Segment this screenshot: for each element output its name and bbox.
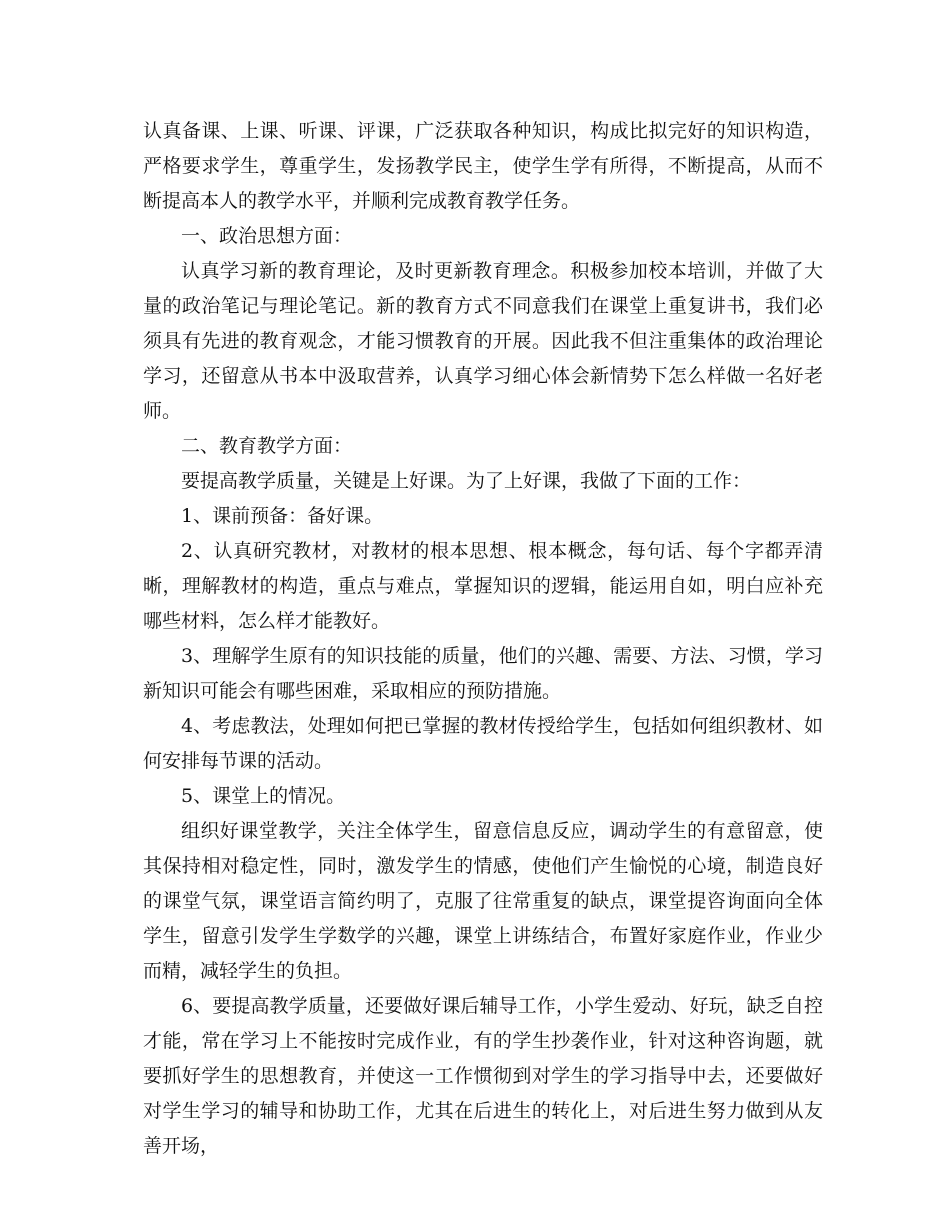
list-item-4: 4、考虑教法，处理如何把已掌握的教材传授给学生，包括如何组织教材、如何安排每节课的活动。 (143, 715, 823, 772)
heading-political-thought: 一、政治思想方面： (181, 225, 353, 247)
paragraph-intro: 认真备课、上课、听课、评课，广泛获取各种知识，构成比拟完好的知识构造，严格要求学生，尊重学生，发扬教学民主，使学生学有所得，不断提高，从而不断提高本人的教学水平，并顺利完成教育教学任务。 (143, 120, 823, 212)
paragraph-political-thought: 认真学习新的教育理论，及时更新教育理念。积极参加校本培训，并做了大量的政治笔记与理论笔记。新的教育方式不同意我们在课堂上重复讲书，我们必须具有先进的教育观念，才能习惯教育的开展。因此我不但注重集体的政治理论学习，还留意从书本中汲取营养，认真学习细心体会新情势下怎么样做一名好老师。 (143, 260, 823, 422)
list-item-6: 6、要提高教学质量，还要做好课后辅导工作，小学生爱动、好玩，缺乏自控才能，常在学习上不能按时完成作业，有的学生抄袭作业，针对这种咨询题，就要抓好学生的思想教育，并使这一工作惯彻到对学生的学习指导中去，还要做好对学生学习的辅导和协助工作，尤其在后进生的转化上，对后进生努力做到从友善开场， (143, 995, 823, 1157)
list-item-3: 3、理解学生原有的知识技能的质量，他们的兴趣、需要、方法、习惯，学习新知识可能会有哪些困难，采取相应的预防措施。 (143, 645, 823, 702)
heading-teaching: 二、教育教学方面： (181, 435, 353, 457)
paragraph-teaching-intro: 要提高教学质量，关键是上好课。为了上好课，我做了下面的工作： (181, 470, 752, 492)
paragraph-classroom: 组织好课堂教学，关注全体学生，留意信息反应，调动学生的有意留意，使其保持相对稳定性，同时，激发学生的情感，使他们产生愉悦的心境，制造良好的课堂气氛，课堂语言简约明了，克服了往常重复的缺点，课堂提咨询面向全体学生，留意引发学生学数学的兴趣，课堂上讲练结合，布置好家庭作业，作业少而精，减轻学生的负担。 (143, 820, 823, 982)
list-item-1: 1、课前预备：备好课。 (181, 505, 384, 527)
document-body (143, 114, 823, 1164)
list-item-2: 2、认真研究教材，对教材的根本思想、根本概念，每句话、每个字都弄清晰，理解教材的构造，重点与难点，掌握知识的逻辑，能运用自如，明白应补充哪些材料，怎么样才能教好。 (143, 540, 823, 632)
list-item-5: 5、课堂上的情况。 (181, 785, 346, 807)
